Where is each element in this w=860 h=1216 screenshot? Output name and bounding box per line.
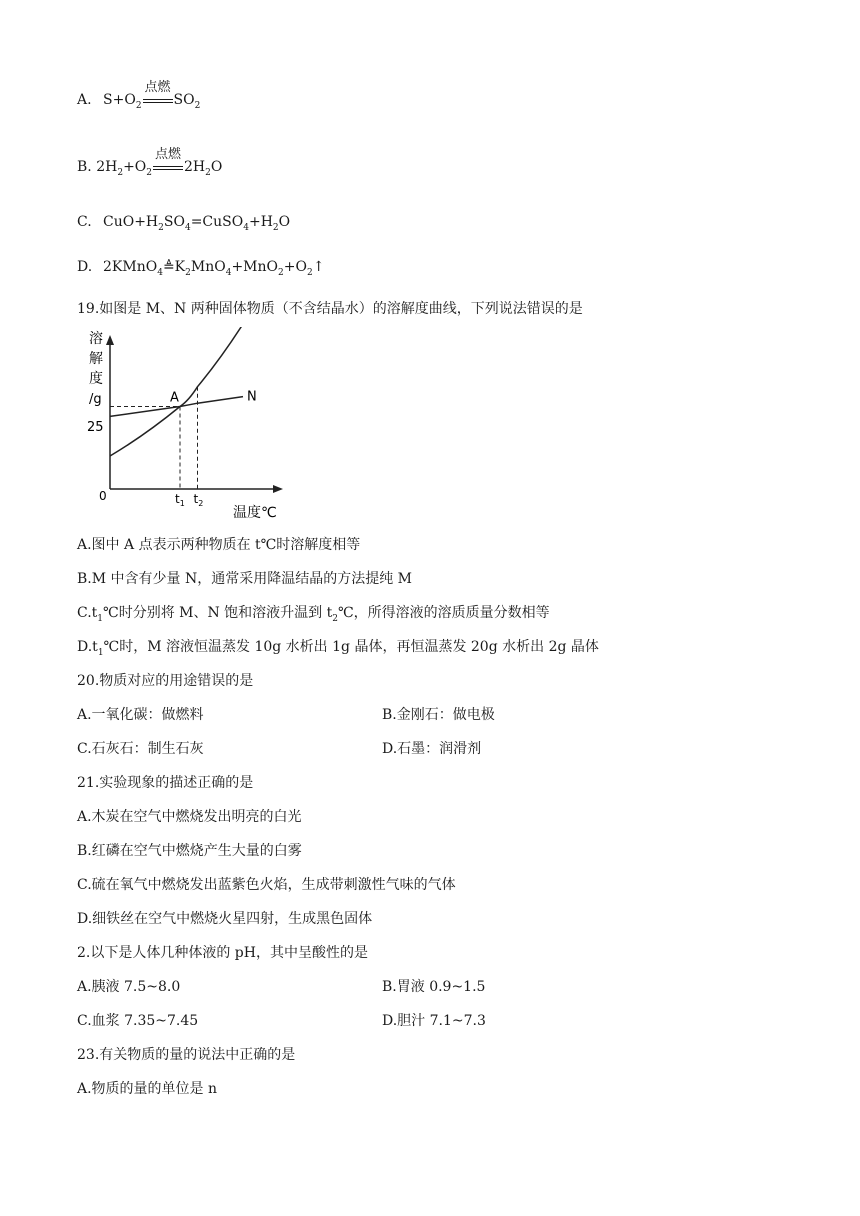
subscript: 1 — [97, 648, 104, 658]
question-21-stem: 21.实验现象的描述正确的是 — [77, 775, 254, 791]
subscript: 2 — [185, 268, 191, 278]
condition-text: 点燃 — [155, 147, 182, 162]
formula-text: CuO+H — [103, 214, 159, 230]
option-d-equation — [77, 259, 324, 278]
solubility-curve-chart — [85, 327, 285, 522]
formula-text: =CuSO — [190, 214, 244, 230]
subscript: 4 — [184, 223, 191, 233]
formula-text: +O — [283, 259, 307, 275]
question-22-option-a: A.胰液 7.5~8.0 — [77, 979, 181, 995]
y-axis-label — [89, 330, 103, 407]
x-axis-arrow-icon — [273, 485, 283, 493]
option-text: ℃时，M 溶液恒温蒸发 10g 水析出 1g 晶体，再恒温蒸发 20g 水析出 2g 晶体 — [103, 639, 599, 655]
subscript: 4 — [243, 223, 249, 233]
question-20-option-a: A.一氧化碳：做燃料 — [77, 707, 204, 723]
equals-double-line — [143, 99, 173, 103]
x-axis-label: 温度℃ — [233, 505, 277, 521]
y-axis-label-char: /g — [89, 392, 102, 407]
subscript: 2 — [272, 223, 279, 233]
question-21-option-a: A.木炭在空气中燃烧发出明亮的白光 — [77, 809, 302, 825]
question-21-option-d: D.细铁丝在空气中燃烧火星四射，生成黑色固体 — [77, 911, 373, 927]
question-19-option-d — [77, 638, 599, 662]
question-23-stem: 23.有关物质的量的说法中正确的是 — [77, 1047, 296, 1063]
subscript: 2 — [146, 168, 153, 178]
question-20-option-d: D.石墨：润滑剂 — [382, 741, 482, 757]
product-text: 2H — [184, 159, 206, 175]
x-tick-label-t2: $t_2$ — [193, 492, 204, 508]
series-label-n: N — [247, 389, 257, 405]
subscript: 2 — [278, 268, 284, 278]
product-text: SO — [173, 92, 195, 108]
condition-text: 点燃 — [144, 80, 171, 95]
option-text: ℃时分别将 M、N 饱和溶液升温到 t — [103, 605, 333, 621]
formula-text: K — [174, 259, 186, 275]
option-label: A. — [77, 92, 92, 108]
subscript: 1 — [97, 614, 104, 624]
reactant-text: S+O — [103, 92, 136, 108]
y-axis-arrow-icon — [106, 335, 114, 345]
option-b-equation — [77, 147, 223, 179]
origin-label: 0 — [99, 489, 107, 503]
question-23-option-a: A.物质的量的单位是 n — [77, 1081, 218, 1097]
y-axis-label-char: 解 — [89, 351, 103, 367]
reactant-text: +O — [123, 159, 147, 175]
option-text: ℃，所得溶液的溶质质量分数相等 — [338, 605, 550, 621]
subscript: 2 — [117, 168, 124, 178]
question-19-option-a: A.图中 A 点表示两种物质在 t℃时溶解度相等 — [77, 537, 361, 553]
question-21-option-c: C.硫在氧气中燃烧发出蓝紫色火焰，生成带刺激性气味的气体 — [77, 877, 456, 893]
reaction-condition — [143, 80, 173, 112]
subscript: 4 — [225, 268, 232, 278]
question-20-option-c: C.石灰石：制生石灰 — [77, 741, 204, 757]
subscript: 2 — [158, 223, 164, 233]
formula-text: 2KMnO — [103, 259, 158, 275]
y-axis-label-char: 度 — [89, 371, 103, 387]
question-21-option-b: B.红磷在空气中燃烧产生大量的白雾 — [77, 843, 302, 859]
formula-text: O — [278, 214, 291, 230]
curves-group — [110, 327, 243, 489]
subscript: 2 — [135, 101, 142, 111]
y-axis-label-char: 溶 — [89, 331, 103, 347]
x-tick-label-t1: $t_1$ — [175, 492, 185, 508]
formula-text: +H — [248, 214, 273, 230]
option-text: C.t — [77, 605, 98, 621]
formula-text: SO — [163, 214, 185, 230]
question-22-stem: 2.以下是人体几种体液的 pH，其中呈酸性的是 — [77, 945, 368, 961]
option-label: C. — [77, 214, 92, 230]
question-20-stem: 20.物质对应的用途错误的是 — [77, 673, 254, 689]
option-label: D. — [77, 259, 93, 275]
formula-text: MnO — [190, 259, 226, 275]
reactant-text: 2H — [96, 159, 118, 175]
reaction-condition — [153, 147, 183, 179]
subscript: 4 — [157, 268, 163, 278]
question-22-option-b: B.胃液 0.9~1.5 — [382, 979, 486, 995]
subscript: 2 — [306, 268, 313, 278]
subscript: 2 — [205, 168, 211, 178]
question-22-option-d: D.胆汁 7.1~7.3 — [382, 1013, 486, 1029]
heat-condition-symbol: ≜ — [162, 259, 175, 275]
subscript: 2 — [332, 614, 338, 624]
option-label: B. — [77, 159, 92, 175]
option-a-equation — [77, 80, 201, 112]
equals-double-line — [153, 166, 183, 170]
option-c-equation — [77, 214, 290, 233]
option-text: D.t — [77, 639, 98, 655]
y-tick-label: 25 — [87, 420, 104, 435]
product-text: O — [210, 159, 223, 175]
subscript: 2 — [194, 101, 201, 111]
question-19-option-b: B.M 中含有少量 N，通常采用降温结晶的方法提纯 M — [77, 571, 413, 587]
gas-arrow-symbol: ↑ — [312, 259, 325, 275]
question-19-stem: 19.如图是 M、N 两种固体物质（不含结晶水）的溶解度曲线，下列说法错误的是 — [77, 301, 583, 317]
question-22-option-c: C.血浆 7.35~7.45 — [77, 1013, 199, 1029]
question-19-option-c — [77, 604, 550, 628]
intersection-point-label: A — [170, 390, 179, 406]
formula-text: +MnO — [231, 259, 279, 275]
question-20-option-b: B.金刚石：做电极 — [382, 707, 495, 723]
